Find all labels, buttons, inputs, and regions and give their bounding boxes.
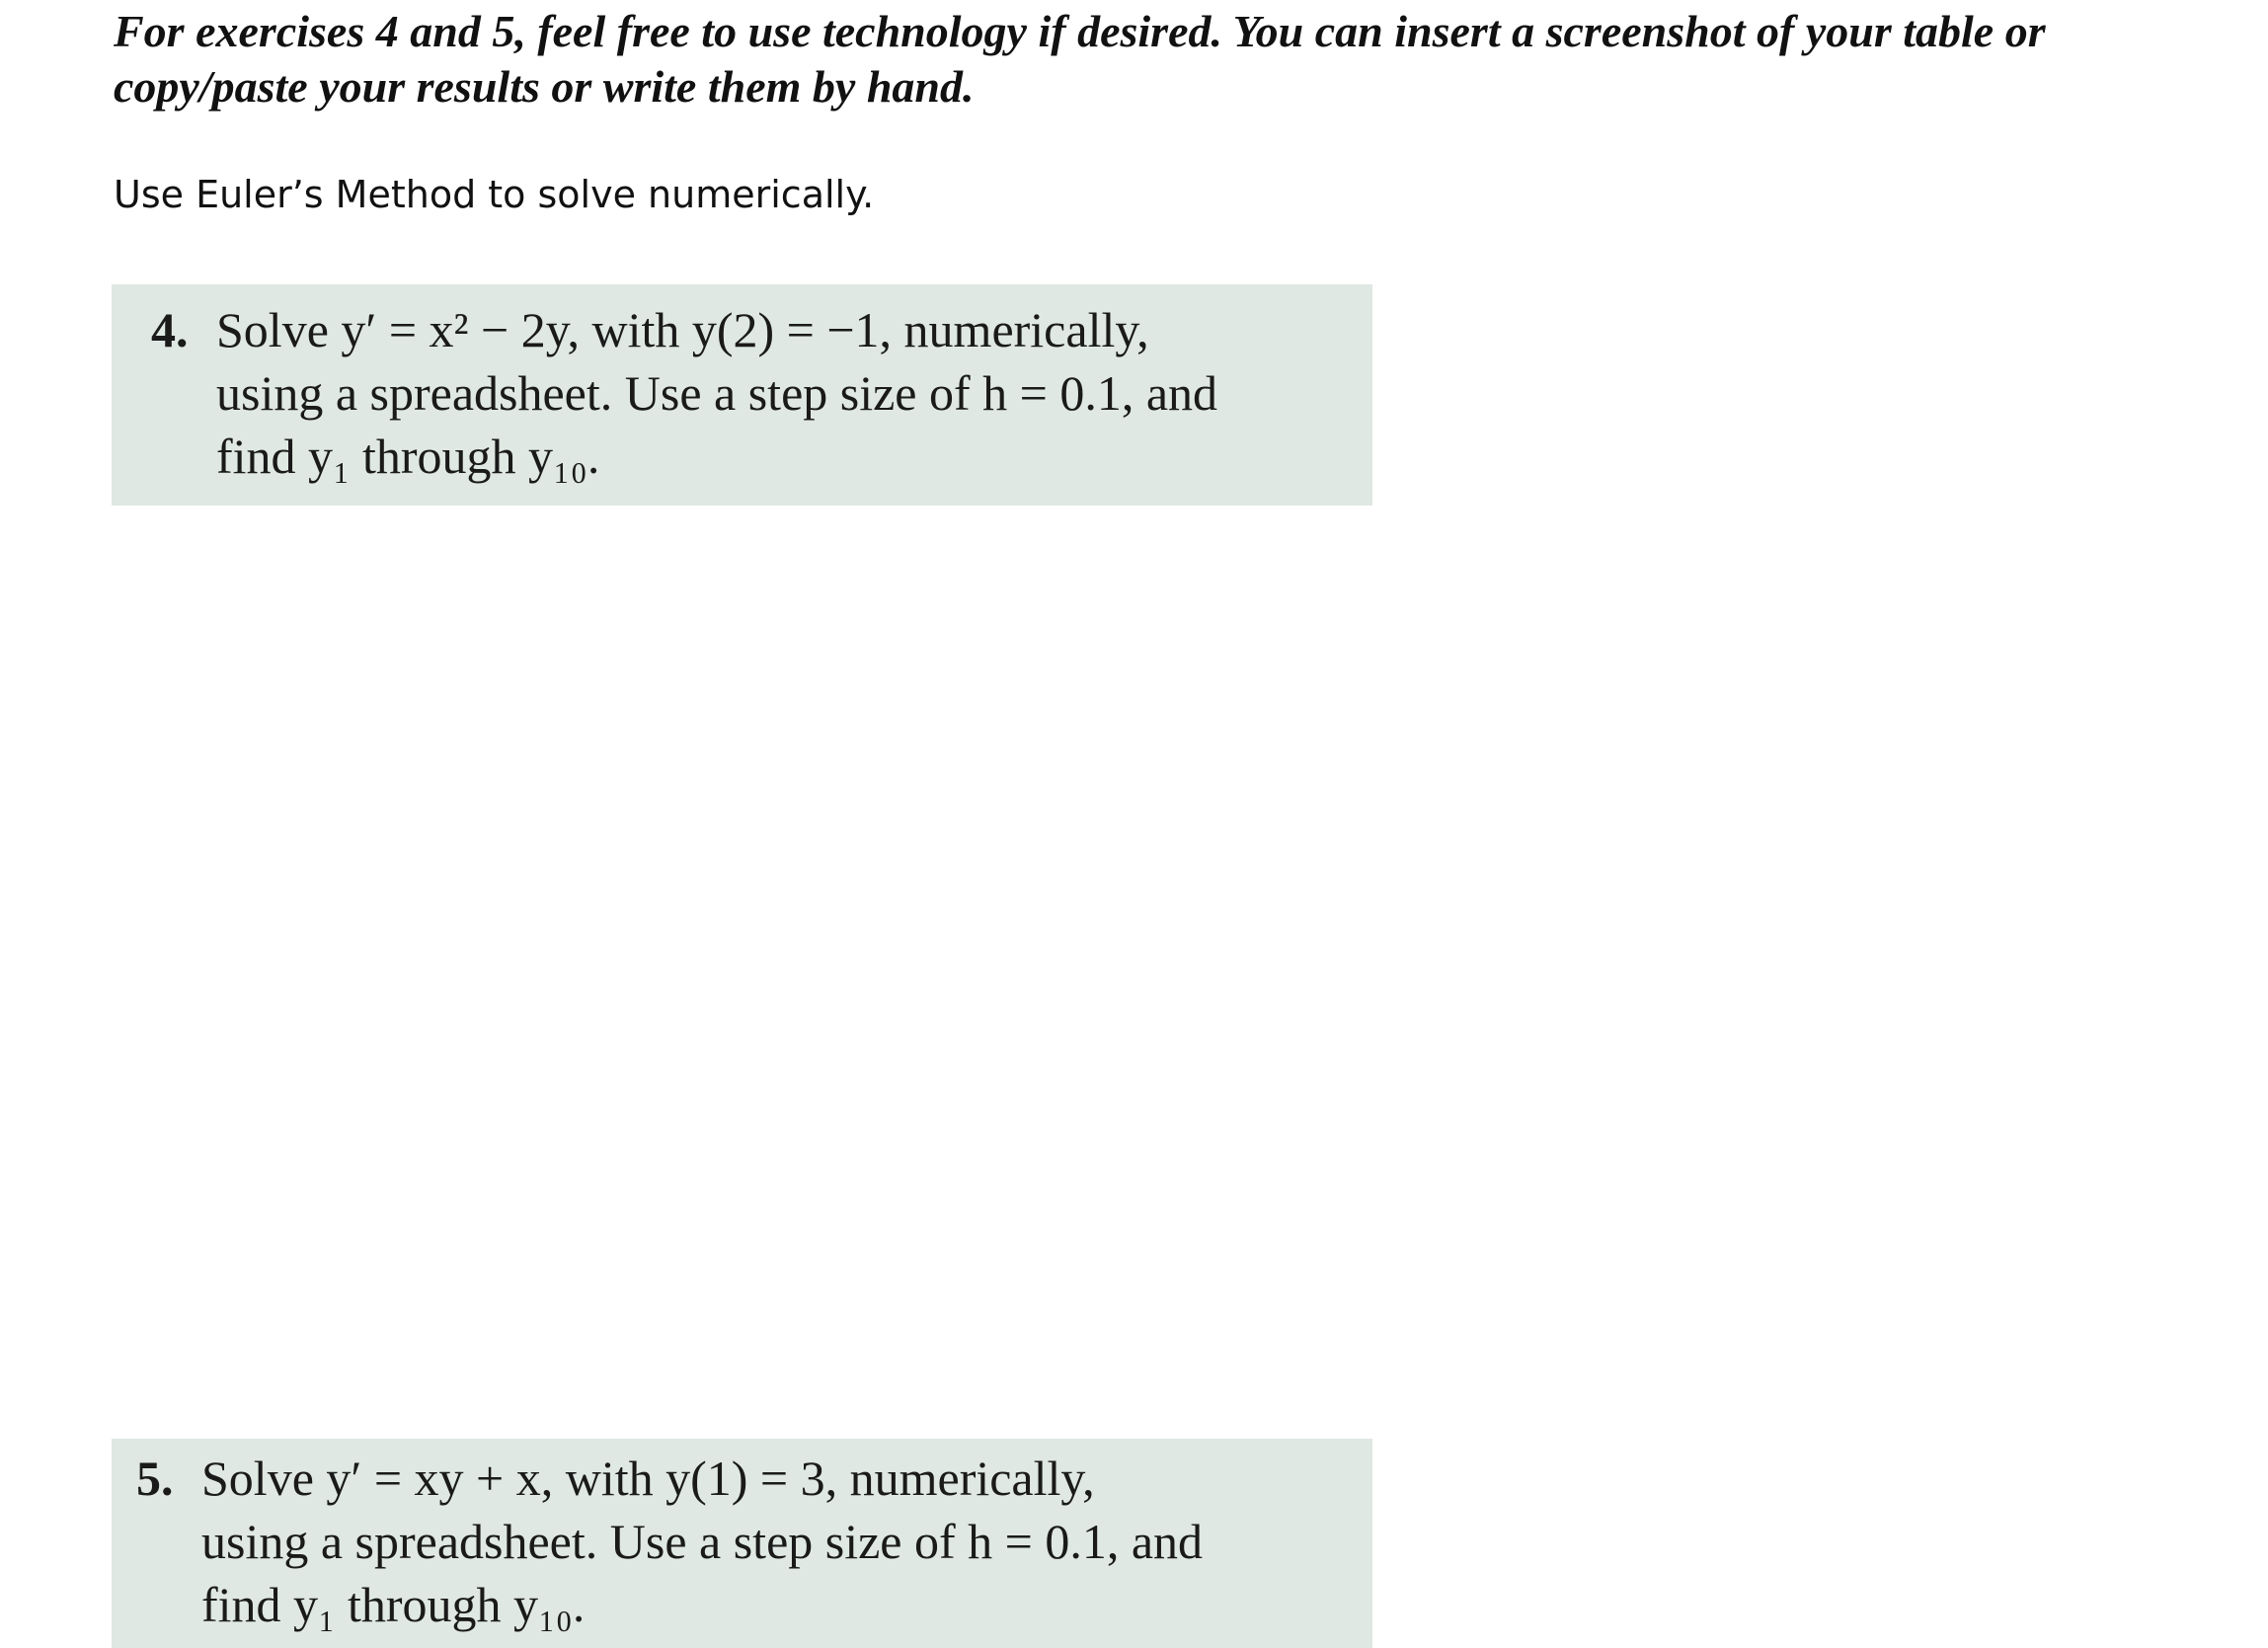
exercise-4-line-3: find y₁ through y₁₀.: [216, 429, 600, 484]
exercise-4-line-2: using a spreadsheet. Use a step size of h = 0.1, and: [216, 365, 1218, 421]
exercise-5-box: [112, 1439, 1372, 1648]
exercise-4-number: 4.: [151, 302, 189, 357]
exercise-5-line-1: Solve y′ = xy + x, with y(1) = 3, numerically,: [201, 1451, 1095, 1506]
intro-text: For exercises 4 and 5, feel free to use technology if desired. You can insert a screenshot of your table or copy/paste your results or write them by hand.: [114, 6, 2046, 112]
exercise-4-box: [112, 284, 1372, 506]
exercise-4-text: [216, 298, 1372, 488]
exercise-5-text: [201, 1447, 1372, 1636]
instruction-text: Use Euler’s Method to solve numerically.: [114, 173, 875, 216]
exercise-4-line-1: Solve y′ = x² − 2y, with y(2) = −1, numerically,: [216, 302, 1149, 357]
exercise-4-answer-area[interactable]: [112, 506, 1372, 1439]
exercise-5-number: 5.: [136, 1451, 174, 1506]
exercise-5-line-2: using a spreadsheet. Use a step size of h = 0.1, and: [201, 1514, 1204, 1569]
exercise-5-line-3: find y₁ through y₁₀.: [201, 1577, 586, 1632]
